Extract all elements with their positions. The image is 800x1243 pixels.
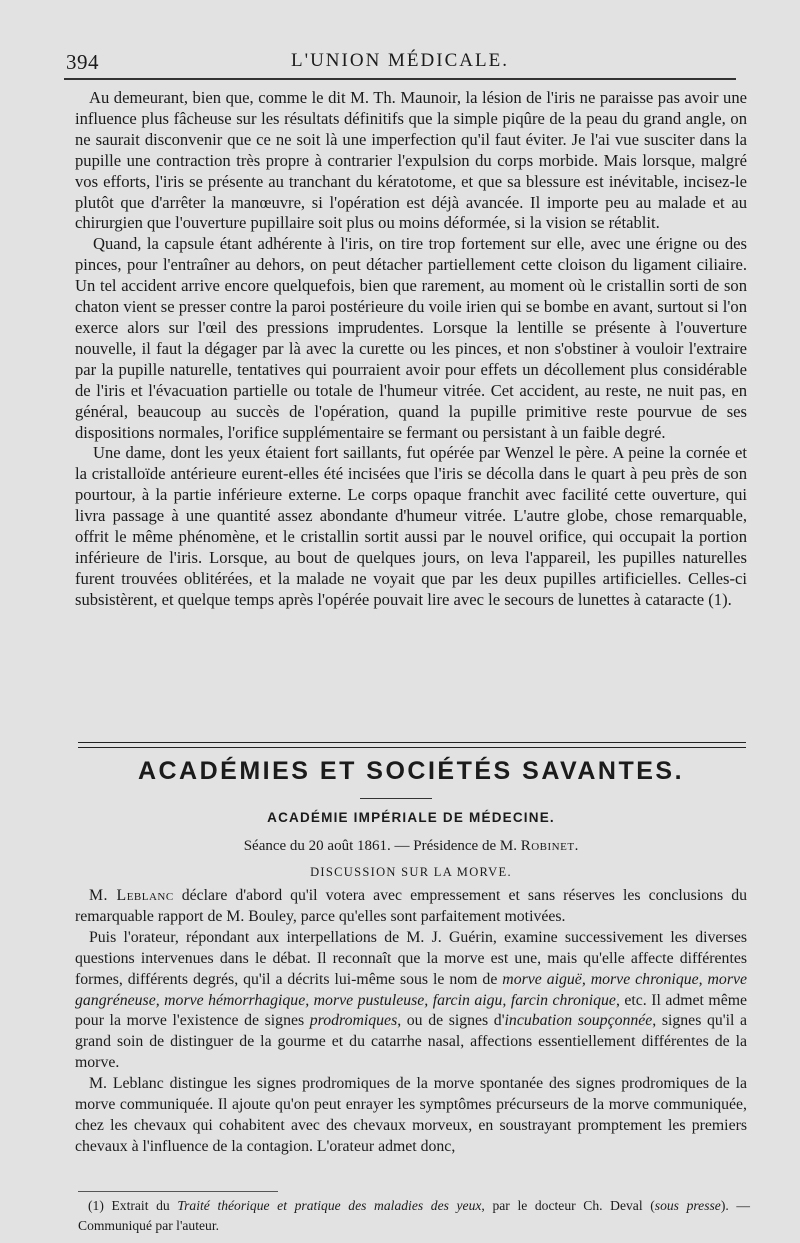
report-paragraph-2-b: , etc. Il admet même pour la morve l'existence de signes — [75, 991, 747, 1030]
footnote — [78, 1196, 750, 1235]
footnote-book-title: Traité théorique et pratique des maladies des yeux — [177, 1198, 482, 1213]
article-paragraph-3: Une dame, dont les yeux étaient fort saillants, fut opérée par Wenzel le père. A peine la cornée et la cristalloïde antérieure eurent-elles été incisées que l'iris se décolla dans le quart à peu près de son pourtour, à la partie inférieure externe. Le corps opaque franchit avec facilité cette ouverture, qui livra passage à une quantité assez abondante d'humeur vitrée. L'autre globe, chose remarquable, offrit le même phénomène, et le cristallin sortit aussi par le nouvel orifice, qui occupait la portion inférieure de l'iris. Lorsque, au bout de quelques jours, on leva l'appareil, les pupilles naturelles furent trouvées oblitérées, et la malade ne voyait que par les deux pupilles artificielles. Celles-ci subsistèrent, et quelque temps après l'opérée pouvait lire avec le secours de lunettes à cataracte (1). — [75, 443, 747, 609]
footnote-sous-presse: sous presse — [654, 1198, 721, 1213]
discussion-title: DISCUSSION SUR LA MORVE. — [310, 865, 512, 879]
session-president: Robinet — [520, 838, 575, 854]
article-paragraph-1: Au demeurant, bien que, comme le dit M. Th. Maunoir, la lésion de l'iris ne paraisse pas avoir une influence plus fâcheuse sur les résultats définitifs que la simple piqûre de la peau du grand angle, on ne saurait disconvenir que ce ne soit là une imperfection qu'il faut éviter. Je l'ai vue susciter dans la pupille une contraction très propre à contrarier l'expulsion du corps morbide. Mais lorsque, malgré vos efforts, l'iris se présente au tranchant du kératotome, et que sa blessure est inévitable, incisez-le plutôt que d'arrêter la manœuvre, si l'opération est déjà avancée. Il importe peu au malade et au chirurgien que l'ouverture pupillaire soit plus ou moins déformée, si la vision se rétablit. — [75, 88, 747, 233]
footnote-author: , par le docteur Ch. Deval ( — [481, 1198, 655, 1213]
subsection-title: ACADÉMIE IMPÉRIALE DE MÉDECINE. — [267, 810, 555, 825]
incubation-term: incubation soupçonnée — [504, 1012, 653, 1030]
section-title: ACADÉMIES ET SOCIÉTÉS SAVANTES. — [137, 757, 685, 785]
speaker-name: M. Leblanc — [89, 887, 174, 904]
report-paragraph-2 — [75, 928, 747, 1074]
running-title: L'UNION MÉDICALE. — [291, 50, 509, 71]
article-paragraph-2: Quand, la capsule étant adhérente à l'iris, on tire trop fortement sur elle, avec une érigne ou des pinces, pour l'entraîner au dehors, on peut détacher partiellement cette cloison du ligament ciliaire. Un tel accident arrive encore quelquefois, bien que rarement, au moment où le cristallin sorti de son chaton vient se presser contre la paroi postérieure du voile irien qui se bombe en avant, surtout si l'on exerce alors sur l'œil des pressions imprudentes. Lorsque la lentille se présente à l'ouverture nouvelle, il faut la dégager par là avec la curette ou les pinces, et non s'obstiner à vouloir l'extraire par la pupille naturelle, tentatives qui pourraient avoir pour effets un décollement plus considérable de l'iris et l'évacuation partielle ou totale de l'humeur vitrée. Cet accident, au reste, ne nuit pas, en général, beaucoup au succès de l'opération, quand la pupille primitive reste pourvue de ses dispositions normales, l'orifice supplémentaire se fermant ou persistant à un faible degré. — [75, 234, 747, 442]
report-paragraph-1-text: déclare d'abord qu'il votera avec empressement et sans réserves les conclusions du remarquable rapport de M. Bouley, parce qu'elles sont parfaitement motivées. — [75, 887, 747, 925]
session-line — [75, 838, 747, 855]
article-text — [75, 88, 747, 611]
report-text — [75, 886, 747, 1158]
title-rule — [360, 798, 432, 799]
page-number: 394 — [66, 50, 99, 74]
footnote-marker: (1) Extrait du — [88, 1198, 178, 1213]
header-rule — [64, 78, 736, 80]
report-paragraph-3: M. Leblanc distingue les signes prodromiques de la morve spontanée des signes prodromiques de la morve communiquée. Il ajoute qu'on peut enrayer les symptômes précurseurs de la morve communiquée, chez les chevaux qui cohabitent avec des chevaux morveux, en soustrayant promptement les premiers chevaux à l'influence de la contagion. L'orateur admet donc, — [75, 1075, 747, 1155]
report-paragraph-2-d: , signes qu'il a grand soin de distinguer de la gourme et du catarrhe nasal, affections essentiellement différentes de la morve. — [75, 1012, 747, 1072]
section-divider — [78, 742, 746, 748]
report-paragraph-2-a: Puis l'orateur, répondant aux interpellations de M. J. Guérin, examine successivement les diverses questions intervenues dans le débat. Il reconnaît que la morve est une, mais qu'elle affecte différentes formes, différents degrés, qu'il a décrits lui-même sous le nom de — [75, 928, 747, 988]
footnote-end: ). — Communiqué par l'auteur. — [78, 1198, 750, 1233]
session-suffix: . — [574, 838, 579, 854]
footnote-rule — [78, 1191, 278, 1192]
session-prefix: Séance du 20 août 1861. — Présidence de M. — [243, 838, 521, 854]
morve-forms-list: morve aiguë, morve chronique, morve gangréneuse, morve hémorrhagique, morve pustuleuse, farcin aigu, farcin chronique — [75, 970, 748, 1009]
report-paragraph-2-c: , ou de signes d' — [397, 1012, 505, 1030]
report-paragraph-1 — [75, 886, 747, 928]
prodromiques-term: prodromiques — [309, 1012, 398, 1030]
page-header — [60, 46, 740, 76]
